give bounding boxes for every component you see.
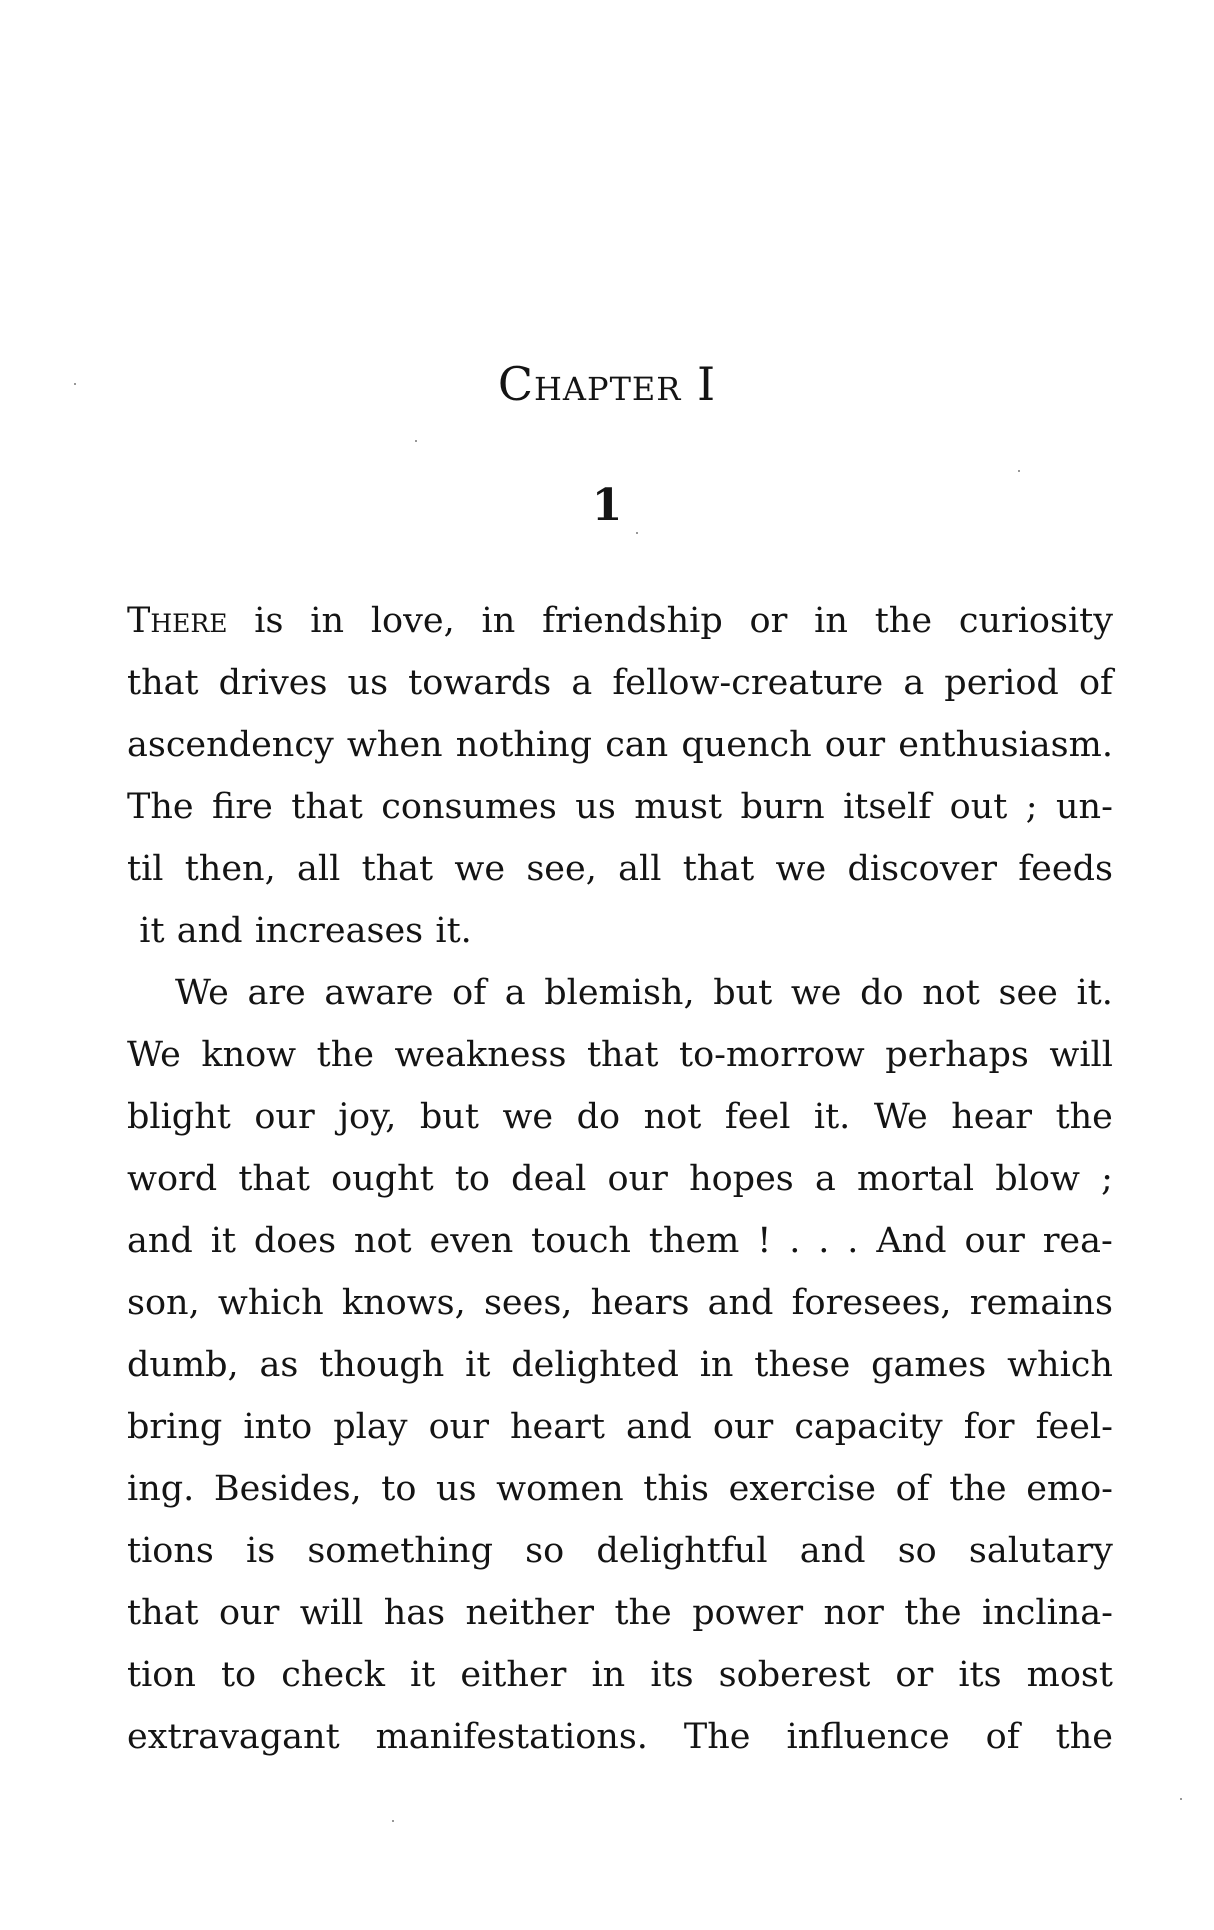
- word: but: [713, 973, 773, 1013]
- word: in: [310, 601, 344, 641]
- word: and: [176, 911, 243, 951]
- word: of: [895, 1469, 930, 1509]
- word: touch: [531, 1221, 631, 1261]
- text-line: [127, 1520, 1113, 1582]
- word: mortal: [856, 1159, 975, 1199]
- word: is: [254, 601, 284, 641]
- word: our: [964, 1221, 1025, 1261]
- word: inclina-: [982, 1593, 1113, 1633]
- print-speck: [415, 440, 417, 442]
- word: The: [683, 1717, 751, 1757]
- word: ascendency: [127, 725, 334, 765]
- text-line: [127, 1396, 1113, 1458]
- word: bring: [127, 1407, 223, 1447]
- word: in: [591, 1655, 626, 1695]
- word: joy,: [338, 1097, 397, 1137]
- word: And: [876, 1221, 947, 1261]
- word: to-morrow: [679, 1035, 865, 1075]
- text-line: [127, 1148, 1113, 1210]
- word: in: [481, 601, 516, 641]
- word: drives: [218, 663, 328, 703]
- word: ing.: [127, 1469, 195, 1509]
- section-number: 1: [591, 480, 623, 531]
- word: to: [454, 1159, 490, 1199]
- word: that: [586, 1035, 659, 1075]
- word: a: [571, 663, 593, 703]
- word: hear: [951, 1097, 1033, 1137]
- word: not: [922, 973, 980, 1013]
- text-line: [127, 590, 1113, 652]
- word: tion: [127, 1655, 196, 1695]
- word: manifestations.: [375, 1717, 648, 1757]
- text-line: [127, 1210, 1113, 1272]
- word: fire: [212, 787, 273, 827]
- word: hears: [590, 1283, 690, 1323]
- word: something: [307, 1531, 493, 1571]
- word: nor: [823, 1593, 884, 1633]
- text-line: [127, 1706, 1113, 1768]
- word: quench: [681, 725, 812, 765]
- word: when: [346, 725, 443, 765]
- word: our: [824, 725, 886, 765]
- print-speck: [1018, 470, 1020, 472]
- word: feel: [724, 1097, 791, 1137]
- word: blow: [995, 1159, 1080, 1199]
- word: all: [297, 849, 341, 889]
- word: the: [1055, 1097, 1113, 1137]
- word: the: [949, 1469, 1007, 1509]
- word: heart: [510, 1407, 605, 1447]
- word: or: [895, 1655, 934, 1695]
- word: most: [1026, 1655, 1113, 1695]
- text-line: [127, 1458, 1113, 1520]
- word: and: [707, 1283, 774, 1323]
- word: and: [127, 1221, 193, 1261]
- text-line: [127, 1644, 1113, 1706]
- text-line: [127, 1582, 1113, 1644]
- word: fellow-creature: [612, 663, 884, 703]
- word: discover: [847, 849, 997, 889]
- word: does: [253, 1221, 337, 1261]
- word: them: [648, 1221, 740, 1261]
- word: either: [460, 1655, 567, 1695]
- body-text: [127, 590, 1113, 1768]
- text-line: [127, 1334, 1113, 1396]
- word: we: [502, 1097, 554, 1137]
- word: .: [818, 1221, 830, 1261]
- word: has: [383, 1593, 446, 1633]
- word: remains: [969, 1283, 1113, 1323]
- word: soberest: [718, 1655, 871, 1695]
- word: our: [218, 1593, 280, 1633]
- word: our: [607, 1159, 668, 1199]
- word: which: [217, 1283, 324, 1323]
- word: sees,: [483, 1283, 573, 1323]
- word: the: [316, 1035, 374, 1075]
- text-line: [127, 962, 1113, 1024]
- word: that: [361, 849, 434, 889]
- word: period: [944, 663, 1059, 703]
- word: do: [860, 973, 904, 1013]
- word: it: [465, 1345, 491, 1385]
- word: un-: [1056, 787, 1113, 827]
- word: .: [789, 1221, 801, 1261]
- word: that: [291, 787, 363, 827]
- word: neither: [465, 1593, 595, 1633]
- word: Besides,: [213, 1469, 362, 1509]
- word: it: [210, 1221, 236, 1261]
- chapter-numeral: I: [697, 357, 717, 411]
- word: to: [381, 1469, 417, 1509]
- word: salutary: [968, 1531, 1113, 1571]
- word: exercise: [728, 1469, 876, 1509]
- word: can: [605, 725, 669, 765]
- word: towards: [408, 663, 552, 703]
- word: these: [754, 1345, 851, 1385]
- word: the: [614, 1593, 672, 1633]
- word: hopes: [689, 1159, 794, 1199]
- word: all: [618, 849, 662, 889]
- word: ;: [1101, 1159, 1113, 1199]
- word: power: [692, 1593, 804, 1633]
- word: it.: [1076, 973, 1113, 1013]
- word: into: [243, 1407, 313, 1447]
- word: We: [873, 1097, 928, 1137]
- word: not: [643, 1097, 702, 1137]
- word: our: [428, 1407, 489, 1447]
- word: will: [1049, 1035, 1113, 1075]
- word: its: [958, 1655, 1002, 1695]
- word: We: [175, 973, 229, 1013]
- word: tions: [127, 1531, 214, 1571]
- word: we: [790, 973, 842, 1013]
- text-line: [127, 900, 1113, 962]
- word: and: [626, 1407, 692, 1447]
- word: as: [259, 1345, 299, 1385]
- word: it.: [813, 1097, 851, 1137]
- word: that: [127, 1593, 199, 1633]
- word: influence: [786, 1717, 950, 1757]
- word: games: [871, 1345, 987, 1385]
- word: increases: [254, 911, 424, 951]
- word: that: [682, 849, 755, 889]
- word: our: [712, 1407, 774, 1447]
- word: a: [903, 663, 925, 703]
- word: are: [247, 973, 306, 1013]
- word: love,: [370, 601, 455, 641]
- word: to: [220, 1655, 257, 1695]
- word: blight: [127, 1097, 231, 1137]
- word: The: [127, 787, 194, 827]
- word: which: [1007, 1345, 1113, 1385]
- word: We: [127, 1035, 181, 1075]
- word: in: [699, 1345, 734, 1385]
- word: then,: [184, 849, 276, 889]
- word: a: [814, 1159, 836, 1199]
- word: it: [139, 911, 165, 951]
- word: in: [814, 601, 848, 641]
- word: us: [347, 663, 389, 703]
- word: knows,: [341, 1283, 466, 1323]
- word: must: [634, 787, 723, 827]
- word: out: [949, 787, 1008, 827]
- word: ought: [331, 1159, 434, 1199]
- word: burn: [740, 787, 825, 827]
- word: weakness: [394, 1035, 567, 1075]
- word: its: [650, 1655, 694, 1695]
- text-line: [127, 1024, 1113, 1086]
- word: this: [643, 1469, 710, 1509]
- word: it.: [435, 911, 472, 951]
- word: it: [410, 1655, 436, 1695]
- word: even: [429, 1221, 514, 1261]
- word: but: [419, 1097, 479, 1137]
- word: ;: [1025, 787, 1038, 827]
- word: though: [319, 1345, 445, 1385]
- word: the: [1055, 1717, 1113, 1757]
- word: capacity: [794, 1407, 943, 1447]
- word: us: [436, 1469, 477, 1509]
- word: dumb,: [127, 1345, 239, 1385]
- word: friendship: [542, 601, 723, 641]
- word: rea-: [1042, 1221, 1113, 1261]
- word: not: [353, 1221, 412, 1261]
- word: .: [847, 1221, 859, 1261]
- print-speck: [392, 1820, 394, 1822]
- print-speck: [1180, 1798, 1182, 1800]
- word: and: [799, 1531, 866, 1571]
- word: the: [874, 601, 933, 641]
- word: we: [775, 849, 827, 889]
- word: of: [985, 1717, 1020, 1757]
- word: deal: [511, 1159, 587, 1199]
- word: til: [127, 849, 164, 889]
- word: blemish,: [544, 973, 695, 1013]
- word: check: [281, 1655, 385, 1695]
- text-line: [127, 714, 1113, 776]
- word: so: [897, 1531, 937, 1571]
- word: word: [127, 1159, 218, 1199]
- text-line: [127, 776, 1113, 838]
- word: nothing: [455, 725, 593, 765]
- word: !: [757, 1221, 772, 1261]
- word: emo-: [1026, 1469, 1113, 1509]
- word: delighted: [511, 1345, 679, 1385]
- chapter-heading: [0, 356, 1214, 412]
- word: will: [299, 1593, 364, 1633]
- word: women: [496, 1469, 624, 1509]
- text-line: [127, 838, 1113, 900]
- word: so: [525, 1531, 565, 1571]
- word: do: [576, 1097, 621, 1137]
- word: curiosity: [958, 601, 1113, 641]
- word: see: [998, 973, 1058, 1013]
- word: extravagant: [127, 1717, 340, 1757]
- text-line: [127, 1086, 1113, 1148]
- word: consumes: [381, 787, 557, 827]
- word: we: [454, 849, 506, 889]
- word: feeds: [1018, 849, 1113, 889]
- word: itself: [843, 787, 932, 827]
- word: delightful: [596, 1531, 768, 1571]
- word: enthusiasm.: [898, 725, 1113, 765]
- word: of: [452, 973, 487, 1013]
- word: for: [963, 1407, 1015, 1447]
- word: feel-: [1035, 1407, 1113, 1447]
- word: know: [201, 1035, 297, 1075]
- word: perhaps: [885, 1035, 1029, 1075]
- word: son,: [127, 1283, 200, 1323]
- lead-word: There: [127, 601, 228, 641]
- chapter-label: Chapter: [497, 357, 682, 411]
- word: our: [254, 1097, 315, 1137]
- word: is: [246, 1531, 276, 1571]
- word: see,: [526, 849, 597, 889]
- word: the: [904, 1593, 962, 1633]
- word: foresees,: [791, 1283, 952, 1323]
- print-speck: [74, 383, 76, 385]
- word: that: [238, 1159, 310, 1199]
- word: a: [504, 973, 526, 1013]
- text-line: [127, 652, 1113, 714]
- print-speck: [636, 532, 638, 534]
- word: us: [575, 787, 616, 827]
- word: of: [1078, 663, 1113, 703]
- word: aware: [324, 973, 434, 1013]
- word: or: [749, 601, 788, 641]
- word: that: [127, 663, 199, 703]
- text-line: [127, 1272, 1113, 1334]
- word: play: [333, 1407, 408, 1447]
